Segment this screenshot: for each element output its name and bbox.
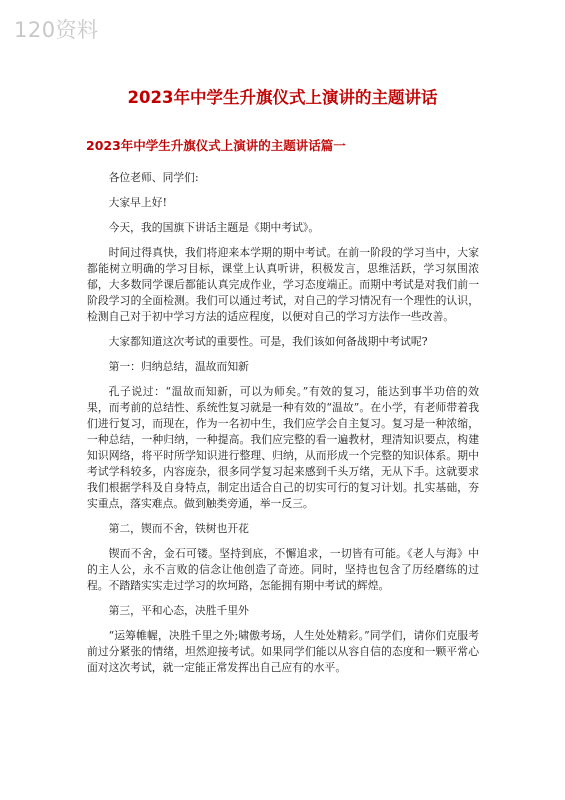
paragraph: 大家早上好! [108,196,167,209]
paragraph: 大家都知道这次考试的重要性。可是，我们该如何备战期中考试呢? [108,335,428,348]
document-body [87,170,479,685]
paragraph: 孔子说过：“温故而知新，可以为师矣。”有效的复习，能达到事半功倍的效果，而考前的总结性、系统性复习就是一种有效的“温故”。在小学，有老师带着我们进行复习，而现在，作为一名初中生，我们应学会自主复习。复习是一种浓缩，一种总结，一种归纳，一种提高。我们应完整的看一遍教材，理清知识要点，构建知识网络，将平时所学知识进行整理、归纳，从而形成一个完整的知识体系。期中考试学科较多，内容庞杂，很多同学复习起来感到千头万绪，无从下手。这就要求我们根据学科及自身特点，制定出适合自己的切实可行的复习计划。扎实基础，夯实重点，落实难点。做到触类旁通，举一反三。 [87,385,479,510]
paragraph-heading: 第一：归纳总结，温故而知新 [108,360,249,373]
paragraph: 今天，我的国旗下讲话主题是《期中考试》。 [108,221,320,234]
page-title: 2023年中学生升旗仪式上演讲的主题讲话 [127,88,438,107]
paragraph: 各位老师、同学们: [108,171,199,184]
paragraph-heading: 第三，平和心态，决胜千里外 [108,604,249,617]
section-title: 2023年中学生升旗仪式上演讲的主题讲话篇一 [86,138,346,153]
paragraph-heading: 第二，锲而不舍，铁树也开花 [108,522,249,535]
watermark-logo: 120资料 [14,18,99,42]
paragraph: 时间过得真快，我们将迎来本学期的期中考试。在前一阶段的学习当中，大家都能树立明确的学习目标，课堂上认真听讲，积极发言，思维活跃，学习氛围浓郁，大多数同学课后都能认真完成作业，学习态度端正。而期中考试是对我们前一阶段学习的全面检测。我们可以通过考试，对自己的学习情况有一个理性的认识，检测自己对于初中学习方法的适应程度，以便对自己的学习方法作一些改善。 [87,246,479,323]
paragraph: 锲而不舍，金石可镂。坚持到底，不懈追求，一切皆有可能。《老人与海》中的主人公，永不言败的信念让他创造了奇迹。同时，坚持也包含了历经磨练的过程。不踏踏实实走过学习的坎坷路，怎能拥有期中考试的辉煌。 [87,547,479,592]
paragraph: “运筹帷幄，决胜千里之外;啸傲考场，人生处处精彩。”同学们，请你们克服考前过分紧张的情绪，坦然迎接考试。如果同学们能以从容自信的态度和一颗平常心面对这次考试，就一定能正常发挥出自己应有的水平。 [87,629,479,674]
